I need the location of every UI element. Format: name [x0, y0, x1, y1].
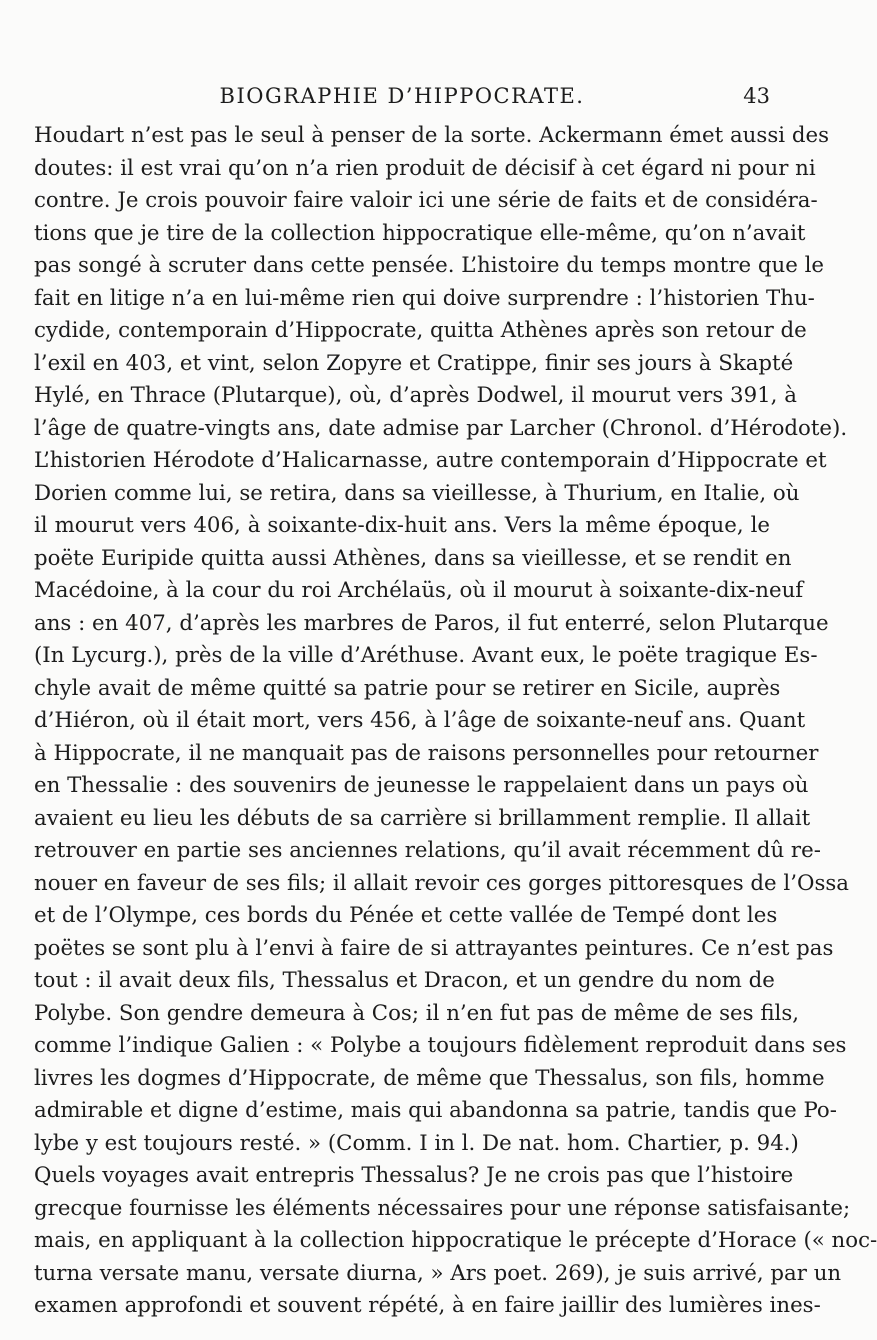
text-line: d’Hiéron, où il était mort, vers 456, à l’âge de soixante-neuf ans. Quant — [34, 708, 806, 733]
text-line: Quels voyages avait entrepris Thessalus? Je ne crois pas que l’histoire — [34, 1163, 794, 1188]
text-line: nouer en faveur de ses fils; il allait revoir ces gorges pittoresques de l’Ossa — [34, 870, 850, 896]
text-line: en Thessalie : des souvenirs de jeunesse le rappelaient dans un pays où — [34, 773, 809, 798]
text-line: lybe y est toujours resté. » (Comm. I in l. De nat. hom. Chartier, p. 94.) — [34, 1130, 799, 1156]
text-line: Polybe. Son gendre demeura à Cos; il n’en fut pas de même de ses fils, — [34, 1000, 800, 1026]
text-line: avaient eu lieu les débuts de sa carrière si brillamment remplie. Il allait — [34, 805, 811, 831]
text-line: livres les dogmes d’Hippocrate, de même que Thessalus, son fils, homme — [34, 1065, 825, 1091]
text-line: turna versate manu, versate diurna, » Ars poet. 269), je suis arrivé, par un — [34, 1260, 842, 1286]
body-text — [34, 120, 877, 1323]
text-line: l’âge de quatre-vingts ans, date admise par Larcher (Chronol. d’Hérodote). — [34, 415, 848, 441]
running-title: BIOGRAPHIE D’HIPPOCRATE. — [219, 84, 585, 108]
text-line: cydide, contemporain d’Hippocrate, quitta Athènes après son retour de — [34, 318, 807, 343]
text-line: Hylé, en Thrace (Plutarque), où, d’après Dodwel, il mourut vers 391, à — [34, 383, 797, 408]
text-line: examen approfondi et souvent répété, à en faire jaillir des lumières ines- — [34, 1293, 821, 1318]
text-line: poëtes se sont plu à l’envi à faire de si attrayantes peintures. Ce n’est pas — [34, 935, 834, 961]
text-line: grecque fournisse les éléments nécessaires pour une réponse satisfaisante; — [34, 1195, 851, 1221]
text-line: admirable et digne d’estime, mais qui abandonna sa patrie, tandis que Po- — [34, 1098, 837, 1123]
text-line: à Hippocrate, il ne manquait pas de raisons personnelles pour retourner — [34, 740, 819, 766]
text-line: mais, en appliquant à la collection hippocratique le précepte d’Horace (« noc- — [34, 1228, 877, 1253]
text-line: Macédoine, à la cour du roi Archélaüs, où il mourut à soixante-dix-neuf — [34, 578, 804, 603]
text-line: L’historien Hérodote d’Halicarnasse, autre contemporain d’Hippocrate et — [34, 448, 827, 473]
text-line: tions que je tire de la collection hippocratique elle-même, qu’on n’avait — [34, 220, 806, 246]
text-line: poëte Euripide quitta aussi Athènes, dans sa vieillesse, et se rendit en — [34, 545, 792, 571]
text-line: retrouver en partie ses anciennes relations, qu’il avait récemment dû re- — [34, 838, 821, 863]
text-line: Houdart n’est pas le seul à penser de la sorte. Ackermann émet aussi des — [34, 123, 829, 148]
text-line: contre. Je crois pouvoir faire valoir ici une série de faits et de considéra- — [34, 188, 818, 213]
text-line: l’exil en 403, et vint, selon Zopyre et Cratippe, finir ses jours à Skapté — [34, 350, 794, 376]
page-header — [28, 84, 776, 114]
text-line: chyle avait de même quitté sa patrie pour se retirer en Sicile, auprès — [34, 675, 781, 701]
text-line: tout : il avait deux fils, Thessalus et Dracon, et un gendre du nom de — [34, 968, 775, 993]
text-line: ans : en 407, d’après les marbres de Paros, il fut enterré, selon Plutarque — [34, 610, 829, 636]
page-number: 43 — [743, 84, 770, 108]
text-line: Dorien comme lui, se retira, dans sa vieillesse, à Thurium, en Italie, où — [34, 480, 800, 506]
text-line: comme l’indique Galien : « Polybe a toujours fidèlement reproduit dans ses — [34, 1033, 847, 1058]
text-line: il mourut vers 406, à soixante-dix-huit ans. Vers la même époque, le — [34, 513, 770, 538]
text-line: doutes: il est vrai qu’on n’a rien produit de décisif à cet égard ni pour ni — [34, 155, 816, 181]
text-line: (In Lycurg.), près de la ville d’Aréthuse. Avant eux, le poëte tragique Es- — [34, 643, 818, 668]
text-line: pas songé à scruter dans cette pensée. L’histoire du temps montre que le — [34, 253, 825, 278]
text-line: fait en litige n’a en lui-même rien qui doive surprendre : l’historien Thu- — [34, 285, 815, 311]
text-line: et de l’Olympe, ces bords du Pénée et cette vallée de Tempé dont les — [34, 903, 778, 928]
